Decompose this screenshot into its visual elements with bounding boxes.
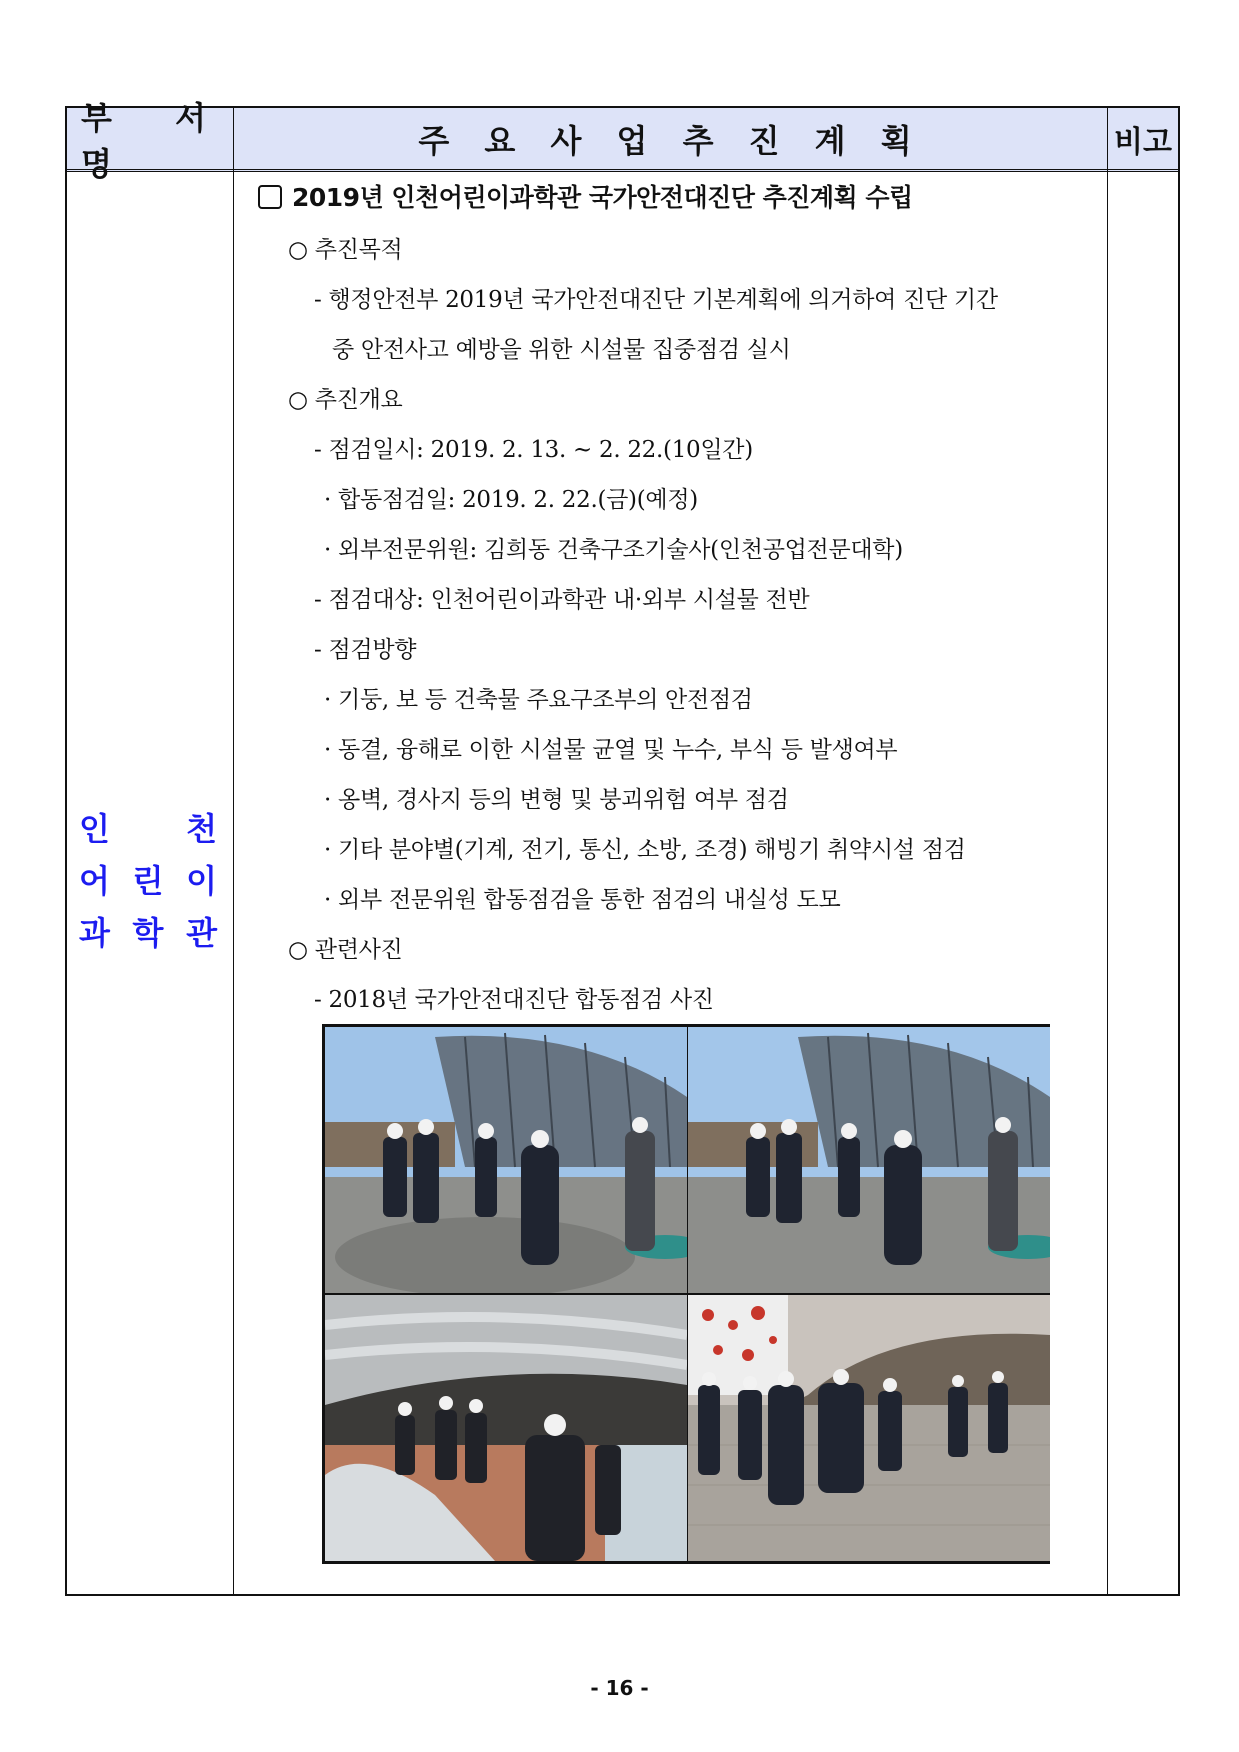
dept-char: 학 [132, 914, 164, 952]
header-main-plan: 주 요 사 업 추 진 계 획 [234, 108, 1108, 172]
header-note: 비고 [1108, 108, 1178, 172]
section-heading: ○ 추진목적 [288, 237, 403, 263]
plan-subline: · 합동점검일: 2019. 2. 22.(금)(예정) [324, 487, 698, 513]
header-department: 부 서 명 [67, 108, 234, 172]
dept-char: 관 [186, 914, 217, 952]
column-divider [1107, 108, 1108, 1594]
dept-char: 천 [186, 810, 217, 848]
outdoor-plaza-inspection-photo [688, 1295, 1050, 1561]
dept-char: 인 [79, 810, 110, 848]
dept-char: 린 [132, 862, 164, 900]
parking-garage-inspection-photo [325, 1295, 687, 1561]
plan-subline: · 옹벽, 경사지 등의 변형 및 붕괴위험 여부 점검 [324, 787, 789, 813]
plan-subline: · 동결, 융해로 이한 시설물 균열 및 누수, 부식 등 발생여부 [324, 737, 898, 763]
dept-char: 이 [186, 862, 217, 900]
plan-subline: · 외부 전문위원 합동점검을 통한 점검의 내실성 도모 [324, 887, 841, 913]
plan-line: - 2018년 국가안전대진단 합동점검 사진 [314, 987, 714, 1013]
dept-char: 어 [79, 862, 110, 900]
plan-title [258, 178, 913, 214]
rooftop-inspection-photo [325, 1027, 687, 1293]
section-heading: ○ 관련사진 [288, 937, 403, 963]
department-line [73, 907, 223, 959]
department-name [73, 803, 223, 959]
dept-char: 과 [79, 914, 110, 952]
section-heading: ○ 추진개요 [288, 387, 403, 413]
photo-grid [322, 1024, 1050, 1564]
plan-title-text: 2019년 인천어린이과학관 국가안전대진단 추진계획 수립 [292, 183, 913, 212]
plan-line: - 행정안전부 2019년 국가안전대진단 기본계획에 의거하여 진단 기간 [314, 287, 998, 313]
plan-line: - 점검일시: 2019. 2. 13. ~ 2. 22.(10일간) [314, 437, 753, 463]
plan-subline: · 외부전문위원: 김희동 건축구조기술사(인천공업전문대학) [324, 537, 903, 563]
rooftop-inspection-photo [688, 1027, 1050, 1293]
plan-line: - 점검대상: 인천어린이과학관 내·외부 시설물 전반 [314, 587, 810, 613]
plan-subline: · 기타 분야별(기계, 전기, 통신, 소방, 조경) 해빙기 취약시설 점검 [324, 837, 966, 863]
plan-line: 중 안전사고 예방을 위한 시설물 집중점검 실시 [332, 337, 791, 363]
department-line [73, 803, 223, 855]
checkbox-square-icon [258, 185, 282, 209]
plan-line: - 점검방향 [314, 637, 417, 663]
page-number: - 16 - [590, 1676, 649, 1700]
department-line [73, 855, 223, 907]
column-divider [233, 108, 234, 1594]
plan-subline: · 기둥, 보 등 건축물 주요구조부의 안전점검 [324, 687, 753, 713]
